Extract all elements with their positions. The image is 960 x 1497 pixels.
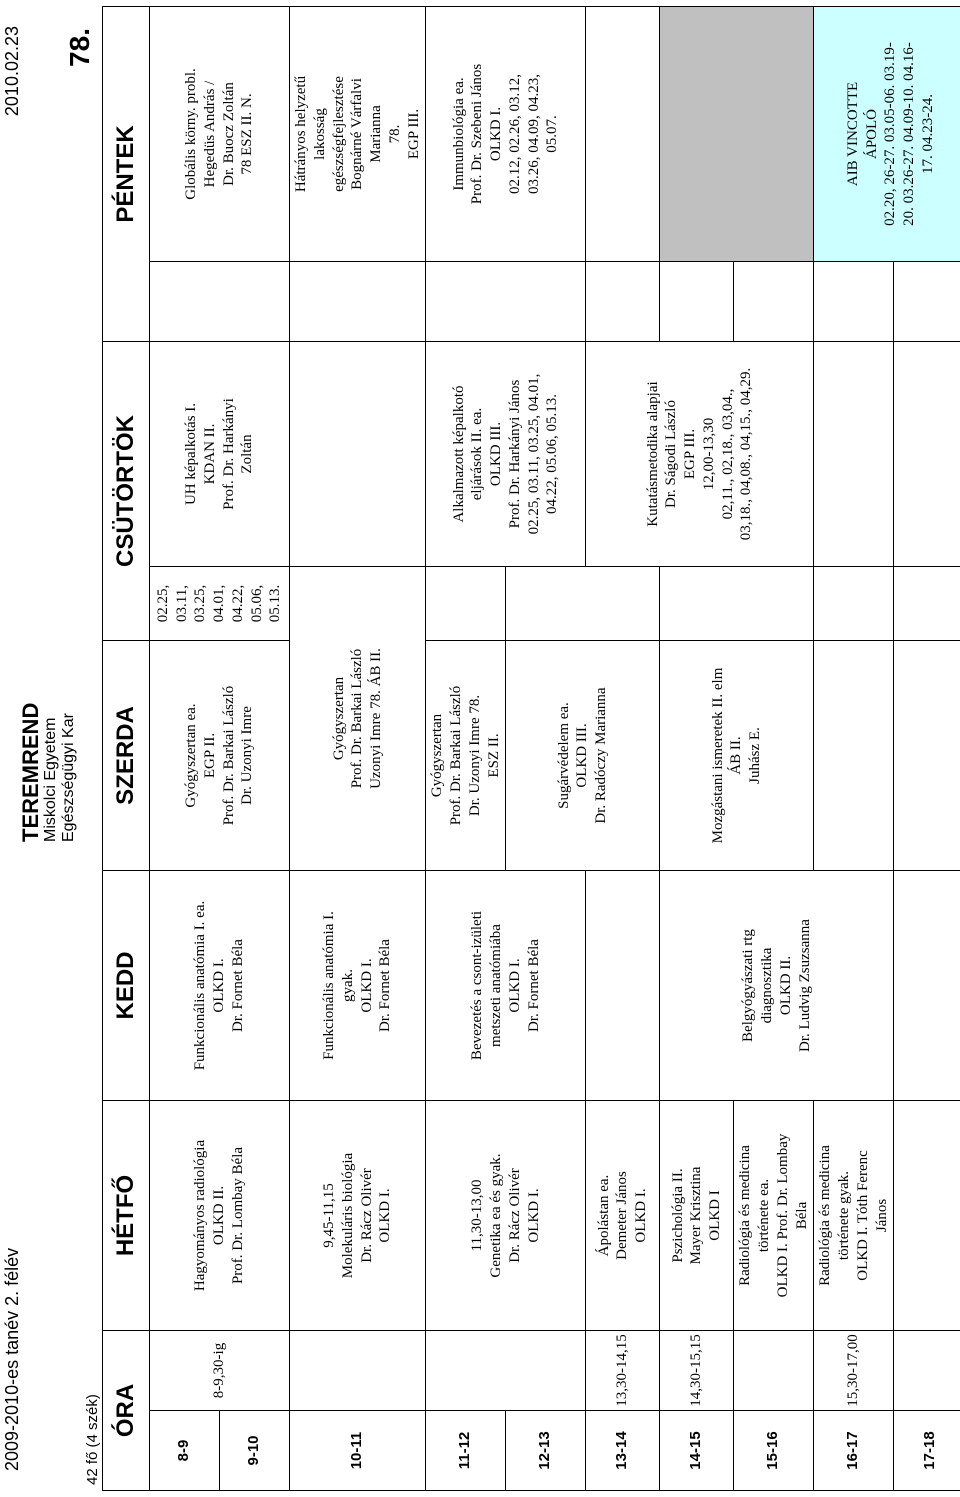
mon-cell-2[interactable]: 9,45-11,15 Molekuláris biológia Dr. Rácz Olivér OLKD I. [290, 1101, 426, 1331]
hour-16-17: 16-17 [814, 1411, 894, 1491]
capacity-label: 42 fő (4 szék) [84, 1394, 101, 1485]
col-header-kedd: KEDD [103, 871, 150, 1101]
wed-dates-1: 02.25, 03.11, 03.25, 04.01, 04.22, 05.06, 05.13. [150, 567, 290, 641]
mon-cell-1[interactable]: Hagyományos radiológia OLKD II. Prof. Dr. Lombay Béla [150, 1101, 290, 1331]
mon-cell-3[interactable]: 11,30-13,00 Genetika ea és gyak. Dr. Rácz Olivér OLKD I. [426, 1101, 586, 1331]
wed-empty-6b [814, 567, 894, 641]
wed-cell-5[interactable]: Mozgástani ismeretek II. elm ÁB II. Juhász E. [660, 641, 814, 871]
thu-cell-3[interactable]: Kutatásmetodika alapjai Dr. Ságodi László EGP III. 12,00-13,30 02,11., 02,18., 03,04., 03,18., 04,08., 04,15., 04,29. [586, 342, 814, 567]
mon-empty-2 [290, 1331, 426, 1411]
thu-empty-8 [894, 342, 960, 567]
hour-13-14: 13-14 [586, 1411, 660, 1491]
mon-cell-6[interactable]: Radiológia és medicina története ea. OLKD I. Prof. Dr. Lombay Béla [734, 1101, 814, 1331]
row-14-15 [660, 6, 734, 1490]
mon-time-1: 8-9,30-ig [150, 1331, 290, 1411]
hour-9-10: 9-10 [220, 1411, 290, 1491]
tue-cell-4[interactable]: Belgyógyászati rtg diagnosztika OLKD II. Dr. Ludvig Zsuzsanna [660, 871, 894, 1101]
wed-cell-3[interactable]: Gyógyszertan Prof. Dr. Barkai László Dr. Uzonyi Imre 78. ESZ II. [426, 641, 506, 871]
row-16-17 [814, 6, 894, 1490]
tue-cell-2[interactable]: Funkcionális anatómia I. gyak. OLKD I. Dr. Fornet Béla [290, 871, 426, 1101]
hour-12-13: 12-13 [506, 1411, 586, 1491]
col-header-pentek: PÉNTEK [103, 6, 150, 341]
tue-empty-4 [586, 871, 660, 1101]
col-header-ora: ÓRA [103, 1331, 150, 1491]
fri-cell-2[interactable]: Hátrányos helyzetű lakosság egészségfejlesztése Bognárné Várfalvi Marianna 78. EGP III. [290, 6, 426, 261]
mon-time-5: 14,30-15,15 [660, 1331, 734, 1411]
wed-empty-6 [814, 641, 894, 871]
fri-empty-5 [660, 262, 734, 342]
fri-empty-7 [814, 262, 894, 342]
wed-cell-4[interactable]: Sugárvédelem ea. OLKD III. Dr. Radóczy Marianna [506, 641, 660, 871]
hour-17-18: 17-18 [894, 1411, 960, 1491]
thu-cell-2[interactable]: Alkalmazott képalkotó eljárások II. ea. OLKD III. Prof. Dr. Harkányi János 02.25, 03.11, 03.25, 04.01, 04.22, 05.06, 05.13. [426, 342, 586, 567]
thu-empty-6 [814, 342, 894, 567]
fri-gray-block [660, 6, 814, 261]
row-8-9 [150, 6, 220, 1490]
wed-empty-3 [426, 567, 506, 641]
room-number: 78. [64, 28, 95, 67]
col-header-szerda: SZERDA [103, 641, 150, 871]
fri-empty-6 [734, 262, 814, 342]
mon-empty-3 [426, 1331, 586, 1411]
schedule-table [102, 6, 960, 1491]
mon-time-4: 13,30-14,15 [586, 1331, 660, 1411]
hour-8-9: 8-9 [150, 1411, 220, 1491]
university-label: Miskolci Egyetem [42, 717, 59, 842]
tue-cell-3[interactable]: Bevezetés a csont-izületi metszeti anatómiába OLKD I. Dr. Fornet Béla [426, 871, 586, 1101]
mon-cell-4[interactable]: Ápolástan ea. Demeter János OLKD I. [586, 1101, 660, 1331]
mon-cell-7[interactable]: Radiológia és medicina története gyak. OLKD I. Tóth Ferenc János [814, 1101, 894, 1331]
hour-15-16: 15-16 [734, 1411, 814, 1491]
hour-14-15: 14-15 [660, 1411, 734, 1491]
tue-empty-8 [894, 871, 960, 1101]
mon-time-7: 15,30-17,00 [814, 1331, 894, 1411]
fri-cell-4[interactable]: AIB VINCOTTE ÁPOLÓ 02.20, 26-27. 03.05-06. 03.19- 20. 03.26-27. 04.09-10. 04.16- 17. 04.23-24. [814, 6, 960, 261]
fri-empty-1 [150, 262, 290, 342]
fri-empty-3 [426, 262, 586, 342]
fri-cell-1[interactable]: Globális körny. probl. Hegedüs András / Dr. Buocz Zoltán 78 ESZ II. N. [150, 6, 290, 261]
fri-empty-4 [586, 262, 660, 342]
hour-10-11: 10-11 [290, 1411, 426, 1491]
faculty-label: Egészségügyi Kar [60, 713, 77, 842]
page-title: TEREMREND [18, 702, 43, 842]
hour-11-12: 11-12 [426, 1411, 506, 1491]
mon-empty-8 [894, 1331, 960, 1411]
thu-cell-1[interactable]: UH képalkotás I. KDAN II. Prof. Dr. Harkányi Zoltán [150, 342, 290, 567]
date-label: 2010.02.23 [2, 26, 22, 117]
row-10-11 [290, 6, 426, 1490]
header-row [103, 6, 150, 1490]
mon-empty-8b [894, 1101, 960, 1331]
mon-cell-5[interactable]: Pszichológia II. Mayer Krisztina OLKD I [660, 1101, 734, 1331]
col-header-hetfo: HÉTFŐ [103, 1101, 150, 1331]
wed-empty-8b [894, 567, 960, 641]
fri-cell-3[interactable]: Immunbiológia ea. Prof. Dr. Szebeni János OLKD I. 02.12, 02.26, 03.12, 03.26, 04.09, 04.23, 05.07. [426, 6, 586, 261]
fri-empty-4b [586, 6, 660, 261]
col-header-csutortok: CSÜTÖRTÖK [103, 342, 150, 641]
wed-cell-2[interactable]: Gyógyszertan Prof. Dr. Barkai László Uzonyi Imre 78. ÁB II. [290, 567, 426, 871]
semester-label: 2009-2010-es tanév 2. félév [2, 1247, 22, 1471]
thu-empty-2 [290, 342, 426, 567]
tue-cell-1[interactable]: Funkcionális anatómia I. ea. OLKD I. Dr. Fornet Béla [150, 871, 290, 1101]
wed-empty-8 [894, 641, 960, 871]
mon-empty-6 [734, 1331, 814, 1411]
wed-empty-5 [660, 567, 814, 641]
wed-empty-4 [506, 567, 660, 641]
row-11-12 [426, 6, 506, 1490]
wed-cell-1[interactable]: Gyógyszertan ea. EGP II. Prof. Dr. Barkai László Dr. Uzonyi Imre [150, 641, 290, 871]
fri-empty-2 [290, 262, 426, 342]
fri-empty-8 [894, 262, 960, 342]
